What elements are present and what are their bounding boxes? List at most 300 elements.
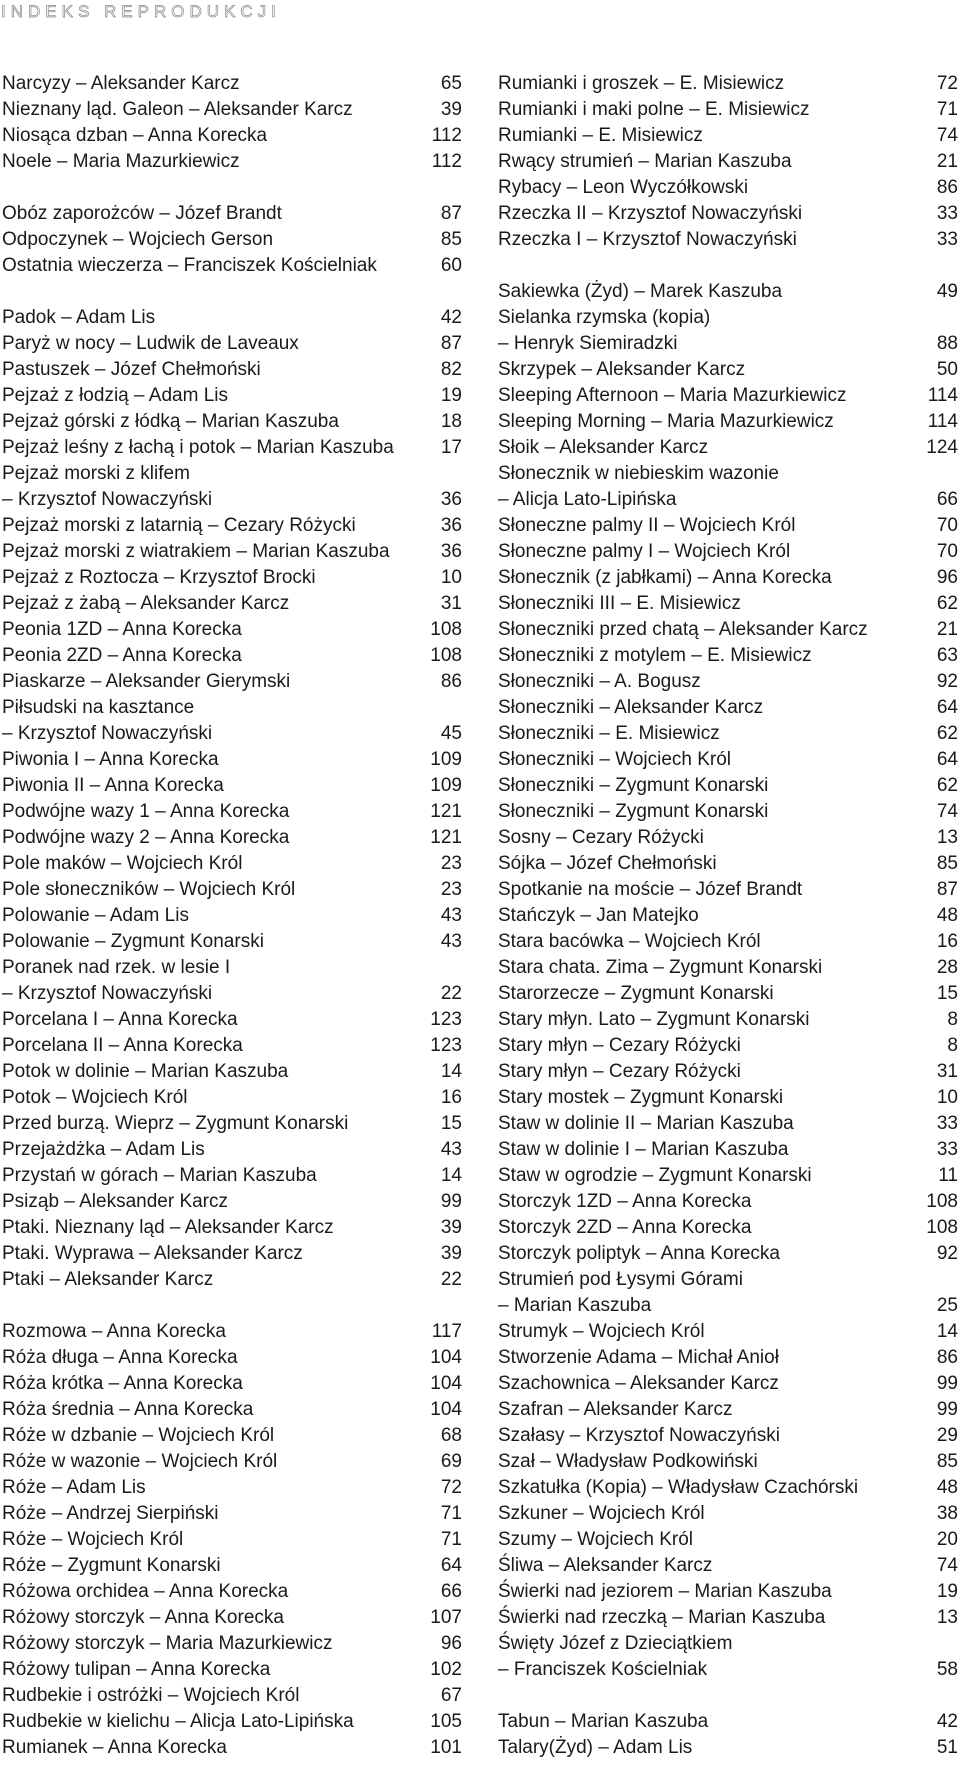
index-entry <box>2 1189 462 1215</box>
entry-page-number: 50 <box>936 359 958 380</box>
entry-page-number: 109 <box>430 749 462 770</box>
entry-title: Przejażdżka – Adam Lis <box>2 1139 205 1160</box>
entry-page-number: 74 <box>936 1555 958 1576</box>
index-entry <box>498 695 958 721</box>
index-entry <box>498 1553 958 1579</box>
index-entry <box>2 1579 462 1605</box>
entry-page-number: 104 <box>430 1399 462 1420</box>
entry-page-number: 38 <box>936 1503 958 1524</box>
entry-title: Ptaki. Nieznany ląd – Aleksander Karcz <box>2 1217 334 1238</box>
entry-title: Róże – Adam Lis <box>2 1477 146 1498</box>
entry-page-number: 15 <box>936 983 958 1004</box>
entry-title: Stary młyn. Lato – Zygmunt Konarski <box>498 1009 810 1030</box>
entry-page-number: 66 <box>936 489 958 510</box>
entry-title: Słonecznik w niebieskim wazonie <box>498 463 779 484</box>
entry-title: Pastuszek – Józef Chełmoński <box>2 359 261 380</box>
index-entry <box>2 825 462 851</box>
index-entry <box>498 565 958 591</box>
entry-title: Rwący strumień – Marian Kaszuba <box>498 151 792 172</box>
entry-page-number: 45 <box>440 723 462 744</box>
index-entry <box>2 851 462 877</box>
entry-title: Stary młyn – Cezary Różycki <box>498 1061 741 1082</box>
index-entry <box>2 747 462 773</box>
index-entry <box>2 513 462 539</box>
entry-title: Słoneczne palmy II – Wojciech Król <box>498 515 796 536</box>
entry-title: Słonecznik (z jabłkami) – Anna Korecka <box>498 567 832 588</box>
entry-page-number: 64 <box>936 697 958 718</box>
index-entry <box>498 539 958 565</box>
index-entry <box>2 1657 462 1683</box>
index-entry <box>498 617 958 643</box>
entry-page-number: 39 <box>440 1217 462 1238</box>
entry-title: Słoneczniki – Zygmunt Konarski <box>498 801 769 822</box>
index-entry <box>2 773 462 799</box>
entry-title: Ptaki. Wyprawa – Aleksander Karcz <box>2 1243 303 1264</box>
entry-page-number: 72 <box>936 73 958 94</box>
index-entry <box>498 747 958 773</box>
entry-title: Słoneczniki – Wojciech Król <box>498 749 732 770</box>
index-entry <box>498 877 958 903</box>
entry-title: Skrzypek – Aleksander Karcz <box>498 359 746 380</box>
entry-title: Paryż w nocy – Ludwik de Laveaux <box>2 333 299 354</box>
entry-title: Staw w dolinie II – Marian Kaszuba <box>498 1113 794 1134</box>
left-column <box>2 71 462 1761</box>
entry-page-number: 108 <box>430 645 462 666</box>
entry-title: Rumianek – Anna Korecka <box>2 1737 227 1758</box>
entry-page-number: 108 <box>926 1217 958 1238</box>
entry-page-number: 15 <box>440 1113 462 1134</box>
entry-page-number: 28 <box>936 957 958 978</box>
entry-title: Peonia 2ZD – Anna Korecka <box>2 645 242 666</box>
index-entry <box>498 1735 958 1761</box>
entry-page-number: 33 <box>936 229 958 250</box>
index-entry <box>498 1319 958 1345</box>
entry-title: Róża krótka – Anna Korecka <box>2 1373 243 1394</box>
entry-page-number: 123 <box>430 1035 462 1056</box>
index-entry <box>2 227 462 253</box>
index-entry <box>498 487 958 513</box>
entry-title: Rozmowa – Anna Korecka <box>2 1321 226 1342</box>
entry-page-number: 87 <box>440 333 462 354</box>
entry-page-number: 19 <box>936 1581 958 1602</box>
index-entry <box>498 1579 958 1605</box>
page-header <box>0 0 960 22</box>
entry-page-number: 102 <box>430 1659 462 1680</box>
index-entry <box>2 1345 462 1371</box>
entry-title: Storczyk poliptyk – Anna Korecka <box>498 1243 780 1264</box>
entry-title: – Krzysztof Nowaczyński <box>2 489 213 510</box>
entry-title: – Krzysztof Nowaczyński <box>2 723 213 744</box>
entry-page-number: 42 <box>936 1711 958 1732</box>
index-entry <box>498 175 958 201</box>
index-entry <box>2 1501 462 1527</box>
entry-page-number: 13 <box>936 827 958 848</box>
entry-page-number: 82 <box>440 359 462 380</box>
entry-title: Porcelana II – Anna Korecka <box>2 1035 243 1056</box>
index-entry <box>498 1657 958 1683</box>
section-gap <box>498 1683 958 1709</box>
index-entry <box>498 513 958 539</box>
index-entry <box>2 383 462 409</box>
entry-page-number: 67 <box>440 1685 462 1706</box>
entry-title: Pejzaż morski z wiatrakiem – Marian Kaszuba <box>2 541 390 562</box>
entry-page-number: 22 <box>440 983 462 1004</box>
entry-title: Strumyk – Wojciech Król <box>498 1321 705 1342</box>
entry-page-number: 64 <box>936 749 958 770</box>
index-entry <box>498 643 958 669</box>
entry-title: Staw w dolinie I – Marian Kaszuba <box>498 1139 789 1160</box>
entry-page-number: 23 <box>440 879 462 900</box>
index-entry <box>498 97 958 123</box>
entry-title: Strumień pod Łysymi Górami <box>498 1269 743 1290</box>
entry-title: – Franciszek Kościelniak <box>498 1659 708 1680</box>
entry-title: Potok w dolinie – Marian Kaszuba <box>2 1061 289 1082</box>
index-entry <box>498 1059 958 1085</box>
index-entry <box>2 1319 462 1345</box>
entry-title: Różowy storczyk – Maria Mazurkiewicz <box>2 1633 333 1654</box>
index-entry <box>498 1189 958 1215</box>
entry-page-number: 51 <box>936 1737 958 1758</box>
entry-title: Szałasy – Krzysztof Nowaczyński <box>498 1425 780 1446</box>
entry-page-number: 104 <box>430 1347 462 1368</box>
entry-title: Śliwa – Aleksander Karcz <box>498 1555 713 1576</box>
entry-title: Stara bacówka – Wojciech Król <box>498 931 761 952</box>
index-entry <box>498 383 958 409</box>
entry-title: Pejzaż z żabą – Aleksander Karcz <box>2 593 290 614</box>
entry-title: Rybacy – Leon Wyczółkowski <box>498 177 749 198</box>
entry-title: Starorzecze – Zygmunt Konarski <box>498 983 774 1004</box>
entry-title: Podwójne wazy 2 – Anna Korecka <box>2 827 290 848</box>
index-entry <box>2 799 462 825</box>
index-entry <box>2 97 462 123</box>
entry-page-number: 60 <box>440 255 462 276</box>
entry-title: Noele – Maria Mazurkiewicz <box>2 151 240 172</box>
entry-title: Poranek nad rzek. w lesie I <box>2 957 231 978</box>
entry-title: Słoneczniki – E. Misiewicz <box>498 723 720 744</box>
entry-title: Pejzaż leśny z łachą i potok – Marian Kaszuba <box>2 437 394 458</box>
index-entry <box>2 695 462 721</box>
entry-title: Świerki nad jeziorem – Marian Kaszuba <box>498 1581 832 1602</box>
index-entry <box>498 1163 958 1189</box>
entry-page-number: 49 <box>936 281 958 302</box>
entry-title: Święty Józef z Dzieciątkiem <box>498 1633 733 1654</box>
entry-title: Świerki nad rzeczką – Marian Kaszuba <box>498 1607 826 1628</box>
entry-title: Pejzaż morski z klifem <box>2 463 190 484</box>
index-entry <box>498 1605 958 1631</box>
entry-page-number: 25 <box>936 1295 958 1316</box>
index-entry <box>498 461 958 487</box>
entry-page-number: 36 <box>440 515 462 536</box>
entry-title: Podwójne wazy 1 – Anna Korecka <box>2 801 290 822</box>
index-entry <box>498 1033 958 1059</box>
index-entry <box>498 669 958 695</box>
index-entry <box>2 1163 462 1189</box>
entry-page-number: 86 <box>440 671 462 692</box>
entry-page-number: 71 <box>440 1503 462 1524</box>
entry-page-number: 87 <box>440 203 462 224</box>
entry-page-number: 13 <box>936 1607 958 1628</box>
index-entry <box>498 305 958 331</box>
entry-page-number: 20 <box>936 1529 958 1550</box>
entry-page-number: 21 <box>936 619 958 640</box>
index-entry <box>498 1527 958 1553</box>
index-entry <box>2 1397 462 1423</box>
entry-page-number: 74 <box>936 125 958 146</box>
index-entry <box>498 929 958 955</box>
index-entry <box>2 981 462 1007</box>
index-entry <box>2 305 462 331</box>
index-entry <box>498 1501 958 1527</box>
entry-title: Szumy – Wojciech Król <box>498 1529 693 1550</box>
entry-page-number: 88 <box>936 333 958 354</box>
entry-title: Potok – Wojciech Król <box>2 1087 188 1108</box>
entry-page-number: 117 <box>431 1321 462 1342</box>
index-entry <box>498 773 958 799</box>
entry-title: Słoneczniki – Aleksander Karcz <box>498 697 764 718</box>
entry-title: Róże w wazonie – Wojciech Król <box>2 1451 278 1472</box>
entry-page-number: 70 <box>936 515 958 536</box>
entry-page-number: 43 <box>440 1139 462 1160</box>
entry-page-number: 107 <box>430 1607 462 1628</box>
right-column <box>498 71 958 1761</box>
entry-page-number: 48 <box>936 905 958 926</box>
entry-title: Storczyk 1ZD – Anna Korecka <box>498 1191 752 1212</box>
entry-page-number: 96 <box>936 567 958 588</box>
entry-page-number: 58 <box>936 1659 958 1680</box>
entry-title: – Alicja Lato-Lipińska <box>498 489 677 510</box>
entry-page-number: 21 <box>936 151 958 172</box>
entry-page-number: 36 <box>440 489 462 510</box>
entry-page-number: 62 <box>936 723 958 744</box>
index-entry <box>2 253 462 279</box>
entry-title: Psiząb – Aleksander Karcz <box>2 1191 229 1212</box>
entry-title: Narcyzy – Aleksander Karcz <box>2 73 240 94</box>
index-entry <box>2 1553 462 1579</box>
entry-page-number: 16 <box>440 1087 462 1108</box>
entry-title: Szkatułka (Kopia) – Władysław Czachórski <box>498 1477 859 1498</box>
entry-title: Talary(Żyd) – Adam Lis <box>498 1737 693 1758</box>
index-entry <box>498 851 958 877</box>
index-entry <box>2 1423 462 1449</box>
index-entry <box>498 1007 958 1033</box>
entry-title: Odpoczynek – Wojciech Gerson <box>2 229 274 250</box>
entry-page-number: 99 <box>440 1191 462 1212</box>
entry-page-number: 96 <box>440 1633 462 1654</box>
index-entry <box>2 409 462 435</box>
index-entry <box>498 1215 958 1241</box>
entry-title: Pejzaż z Roztocza – Krzysztof Brocki <box>2 567 316 588</box>
entry-title: Staw w ogrodzie – Zygmunt Konarski <box>498 1165 812 1186</box>
entry-page-number: 101 <box>430 1737 462 1758</box>
index-entry <box>2 201 462 227</box>
entry-page-number: 121 <box>430 801 462 822</box>
entry-title: Sójka – Józef Chełmoński <box>498 853 717 874</box>
entry-title: Róże – Wojciech Król <box>2 1529 184 1550</box>
entry-page-number: 85 <box>440 229 462 250</box>
index-entry <box>2 1267 462 1293</box>
entry-page-number: 31 <box>440 593 462 614</box>
entry-page-number: 65 <box>440 73 462 94</box>
entry-page-number: 71 <box>936 99 958 120</box>
entry-title: – Krzysztof Nowaczyński <box>2 983 213 1004</box>
entry-page-number: 62 <box>936 775 958 796</box>
entry-title: – Marian Kaszuba <box>498 1295 652 1316</box>
entry-title: Słoneczne palmy I – Wojciech Król <box>498 541 791 562</box>
entry-page-number: 112 <box>431 125 462 146</box>
entry-title: Róże – Zygmunt Konarski <box>2 1555 221 1576</box>
entry-page-number: 23 <box>440 853 462 874</box>
index-entry <box>2 1527 462 1553</box>
index-entry <box>2 539 462 565</box>
entry-page-number: 74 <box>936 801 958 822</box>
index-entry <box>498 1397 958 1423</box>
entry-title: Rudbekie w kielichu – Alicja Lato-Lipińska <box>2 1711 354 1732</box>
entry-title: Sosny – Cezary Różycki <box>498 827 704 848</box>
entry-title: Padok – Adam Lis <box>2 307 156 328</box>
entry-title: Słoneczniki przed chatą – Aleksander Karcz <box>498 619 868 640</box>
entry-page-number: 112 <box>431 151 462 172</box>
index-entry <box>2 1475 462 1501</box>
index-entry <box>2 1111 462 1137</box>
index-entry <box>498 903 958 929</box>
entry-title: Storczyk 2ZD – Anna Korecka <box>498 1217 752 1238</box>
entry-title: Stary młyn – Cezary Różycki <box>498 1035 741 1056</box>
entry-page-number: 14 <box>440 1061 462 1082</box>
entry-title: Piwonia I – Anna Korecka <box>2 749 219 770</box>
entry-page-number: 114 <box>927 385 958 406</box>
entry-page-number: 70 <box>936 541 958 562</box>
entry-page-number: 85 <box>936 1451 958 1472</box>
entry-page-number: 31 <box>936 1061 958 1082</box>
entry-page-number: 29 <box>936 1425 958 1446</box>
index-entry <box>498 123 958 149</box>
index-entry <box>2 903 462 929</box>
entry-title: Róże – Andrzej Sierpiński <box>2 1503 219 1524</box>
entry-page-number: 86 <box>936 177 958 198</box>
index-entry <box>2 1137 462 1163</box>
entry-title: Nieznany ląd. Galeon – Aleksander Karcz <box>2 99 353 120</box>
entry-page-number: 105 <box>430 1711 462 1732</box>
entry-title: Przystań w górach – Marian Kaszuba <box>2 1165 317 1186</box>
index-entry <box>2 643 462 669</box>
entry-title: Słoik – Aleksander Karcz <box>498 437 709 458</box>
entry-title: Rumianki i maki polne – E. Misiewicz <box>498 99 810 120</box>
index-entry <box>498 955 958 981</box>
entry-title: Różowy storczyk – Anna Korecka <box>2 1607 284 1628</box>
index-entry <box>498 721 958 747</box>
index-entry <box>2 1059 462 1085</box>
index-entry <box>2 1033 462 1059</box>
entry-title: Róże w dzbanie – Wojciech Król <box>2 1425 275 1446</box>
entry-page-number: 48 <box>936 1477 958 1498</box>
entry-page-number: 124 <box>926 437 958 458</box>
entry-page-number: 69 <box>440 1451 462 1472</box>
index-entry <box>498 435 958 461</box>
entry-title: Stańczyk – Jan Matejko <box>498 905 699 926</box>
index-entry <box>2 1735 462 1761</box>
entry-page-number: 121 <box>430 827 462 848</box>
index-entry <box>2 487 462 513</box>
index-entry <box>498 357 958 383</box>
index-entry <box>498 1631 958 1657</box>
entry-page-number: 86 <box>936 1347 958 1368</box>
entry-title: Sleeping Afternoon – Maria Mazurkiewicz <box>498 385 847 406</box>
entry-title: Róża średnia – Anna Korecka <box>2 1399 254 1420</box>
index-entry <box>2 721 462 747</box>
entry-page-number: 16 <box>936 931 958 952</box>
entry-page-number: 43 <box>440 905 462 926</box>
index-entry <box>498 1267 958 1293</box>
entry-page-number: 22 <box>440 1269 462 1290</box>
entry-page-number: 19 <box>440 385 462 406</box>
entry-title: Rumianki – E. Misiewicz <box>498 125 703 146</box>
section-gap <box>498 253 958 279</box>
entry-page-number: 39 <box>440 99 462 120</box>
entry-page-number: 33 <box>936 1113 958 1134</box>
entry-page-number: 33 <box>936 203 958 224</box>
index-entry <box>2 1683 462 1709</box>
entry-page-number: 39 <box>440 1243 462 1264</box>
index-entry <box>2 929 462 955</box>
entry-title: Tabun – Marian Kaszuba <box>498 1711 709 1732</box>
entry-title: Peonia 1ZD – Anna Korecka <box>2 619 242 640</box>
entry-title: Ostatnia wieczerza – Franciszek Kościelniak <box>2 255 377 276</box>
entry-title: Szał – Władysław Podkowiński <box>498 1451 758 1472</box>
entry-title: Spotkanie na moście – Józef Brandt <box>498 879 803 900</box>
entry-title: Pejzaż morski z latarnią – Cezary Różycki <box>2 515 356 536</box>
index-entry <box>2 669 462 695</box>
index-entry <box>498 227 958 253</box>
entry-page-number: 17 <box>440 437 462 458</box>
index-entry <box>498 409 958 435</box>
index-entry <box>2 123 462 149</box>
index-entry <box>498 1423 958 1449</box>
entry-title: Rzeczka I – Krzysztof Nowaczyński <box>498 229 797 250</box>
entry-title: Pejzaż z łodzią – Adam Lis <box>2 385 229 406</box>
entry-title: Sleeping Morning – Maria Mazurkiewicz <box>498 411 834 432</box>
index-entry <box>498 1449 958 1475</box>
entry-title: Stary mostek – Zygmunt Konarski <box>498 1087 784 1108</box>
entry-title: Piłsudski na kasztance <box>2 697 195 718</box>
entry-title: Pole słoneczników – Wojciech Król <box>2 879 296 900</box>
entry-page-number: 14 <box>440 1165 462 1186</box>
entry-page-number: 42 <box>440 307 462 328</box>
index-entry <box>2 1215 462 1241</box>
index-entry <box>2 591 462 617</box>
index-entry <box>2 955 462 981</box>
entry-page-number: 108 <box>926 1191 958 1212</box>
index-entry <box>2 357 462 383</box>
section-gap <box>2 279 462 305</box>
index-entry <box>498 1293 958 1319</box>
entry-title: Szachownica – Aleksander Karcz <box>498 1373 779 1394</box>
entry-page-number: 104 <box>430 1373 462 1394</box>
index-entry <box>2 461 462 487</box>
index-entry <box>2 1241 462 1267</box>
entry-page-number: 8 <box>947 1035 958 1056</box>
entry-page-number: 10 <box>440 567 462 588</box>
entry-page-number: 11 <box>938 1165 958 1186</box>
entry-title: Rzeczka II – Krzysztof Nowaczyński <box>498 203 803 224</box>
entry-page-number: 123 <box>430 1009 462 1030</box>
entry-page-number: 10 <box>936 1087 958 1108</box>
entry-title: Piaskarze – Aleksander Gierymski <box>2 671 291 692</box>
index-entry <box>498 1709 958 1735</box>
entry-page-number: 62 <box>936 593 958 614</box>
entry-title: Słoneczniki – Zygmunt Konarski <box>498 775 769 796</box>
index-entry <box>2 565 462 591</box>
index-entry <box>498 1137 958 1163</box>
